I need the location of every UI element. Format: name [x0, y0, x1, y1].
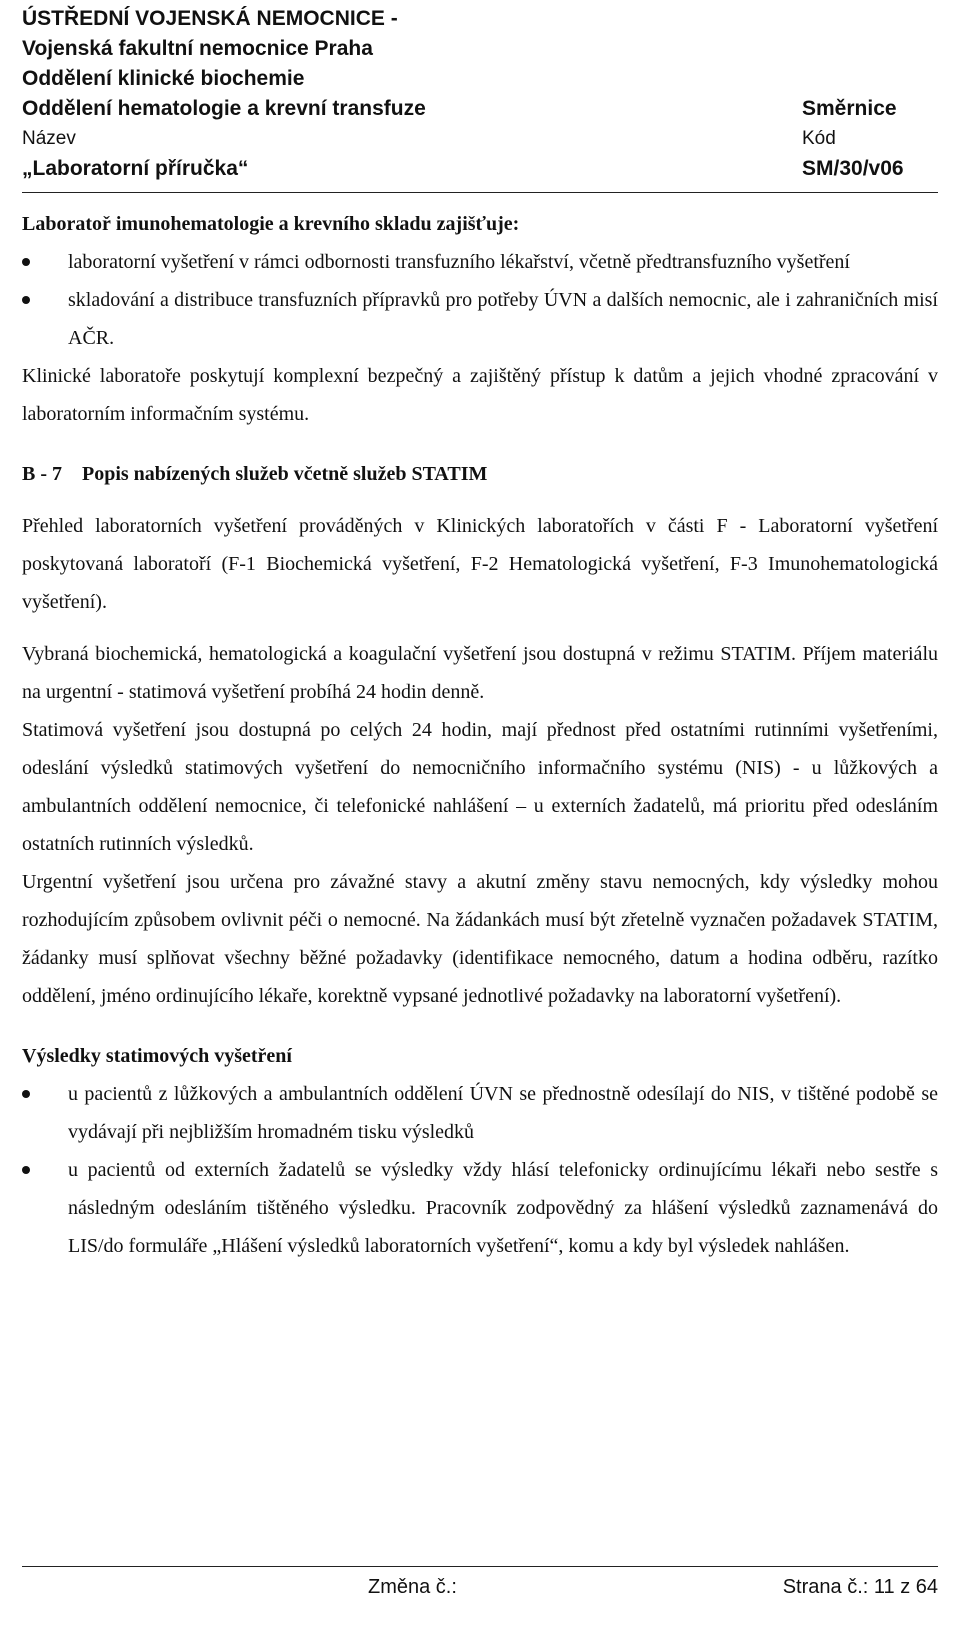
section-b7-paragraph: Vybraná biochemická, hematologická a koagulační vyšetření jsou dostupná v režimu STATIM. Příjem materiálu na urgentní - statimová vyšetření probíhá 24 hodin denně. [22, 643, 938, 703]
results-heading: Výsledky statimových vyšetření [22, 1045, 292, 1067]
list-item: skladování a distribuce transfuzních přípravků pro potřeby ÚVN a dalších nemocnic, ale i zahraničních misí AČR. [22, 281, 938, 357]
header-department-hematology: Oddělení hematologie a krevní transfuze [22, 97, 426, 120]
header-institution: ÚSTŘEDNÍ VOJENSKÁ NEMOCNICE - [22, 7, 398, 30]
list-item: u pacientů od externích žadatelů se výsledky vždy hlásí telefonicky ordinujícímu lékaři nebo sestře s následným odesláním tištěného výsledku. Pracovník zodpovědný za hlášení výsledků zaznamenává do LIS/do formuláře „Hlášení výsledků laboratorních vyšetření“, komu a kdy byl výsledek nahlášen. [22, 1151, 938, 1265]
header-doc-type: Směrnice [802, 97, 897, 120]
footer-change-label: Změna č.: [368, 1576, 457, 1598]
list-item: u pacientů z lůžkových a ambulantních oddělení ÚVN se přednostně odesílají do NIS, v tištěné podobě se vydávají při nejbližším hromadném tisku výsledků [22, 1075, 938, 1151]
header-hospital: Vojenská fakultní nemocnice Praha [22, 37, 373, 60]
footer-divider [22, 1566, 938, 1567]
section-b7-heading: B - 7 Popis nabízených služeb včetně služeb STATIM [22, 463, 488, 485]
bullet-icon [22, 258, 30, 266]
lab-note: Klinické laboratoře poskytují komplexní bezpečný a zajištěný přístup k datům a jejich vhodné zpracování v laboratorním informačním systému. [22, 365, 938, 425]
document-header [22, 4, 938, 184]
results-list [22, 1075, 938, 1265]
bullet-icon [22, 1090, 30, 1098]
list-item: laboratorní vyšetření v rámci odbornosti transfuzního lékařství, včetně předtransfuzního vyšetření [22, 243, 938, 281]
header-department-biochemistry: Oddělení klinické biochemie [22, 67, 305, 90]
footer-page-number: Strana č.: 11 z 64 [782, 1576, 938, 1598]
header-name-label: Název [22, 128, 76, 149]
lab-list [22, 243, 938, 357]
header-name-value: „Laboratorní příručka“ [22, 157, 249, 180]
header-divider [22, 192, 938, 193]
section-b7-paragraph: Urgentní vyšetření jsou určena pro závažné stavy a akutní změny stavu nemocných, kdy výsledky mohou rozhodujícím způsobem ovlivnit péči o nemocné. Na žádankách musí být zřetelně vyznačen požadavek STATIM, žádanky musí splňovat všechny běžné požadavky (identifikace nemocného, datum a hodina odběru, razítko oddělení, jméno ordinujícího lékaře, korektně vypsané jednotlivé požadavky na laboratorní vyšetření). [22, 871, 938, 1007]
header-code-label: Kód [802, 128, 836, 149]
bullet-icon [22, 296, 30, 304]
header-code-value: SM/30/v06 [802, 157, 904, 180]
lab-heading: Laboratoř imunohematologie a krevního skladu zajišťuje: [22, 213, 520, 235]
section-b7-paragraph: Přehled laboratorních vyšetření prováděných v Klinických laboratořích v části F - Laboratorní vyšetření poskytovaná laboratoří (F-1 Biochemická vyšetření, F-2 Hematologická vyšetření, F-3 Imunohematologická vyšetření). [22, 515, 938, 613]
bullet-icon [22, 1166, 30, 1174]
document-body [22, 205, 938, 1265]
section-b7-paragraph: Statimová vyšetření jsou dostupná po celých 24 hodin, mají přednost před ostatními rutinními vyšetřeními, odeslání výsledků statimových vyšetření do nemocničního informačního systému (NIS) - u lůžkových a ambulantních oddělení nemocnice, či telefonické nahlášení – u externích žadatelů, má prioritu před odesláním ostatních rutinních výsledků. [22, 719, 938, 855]
